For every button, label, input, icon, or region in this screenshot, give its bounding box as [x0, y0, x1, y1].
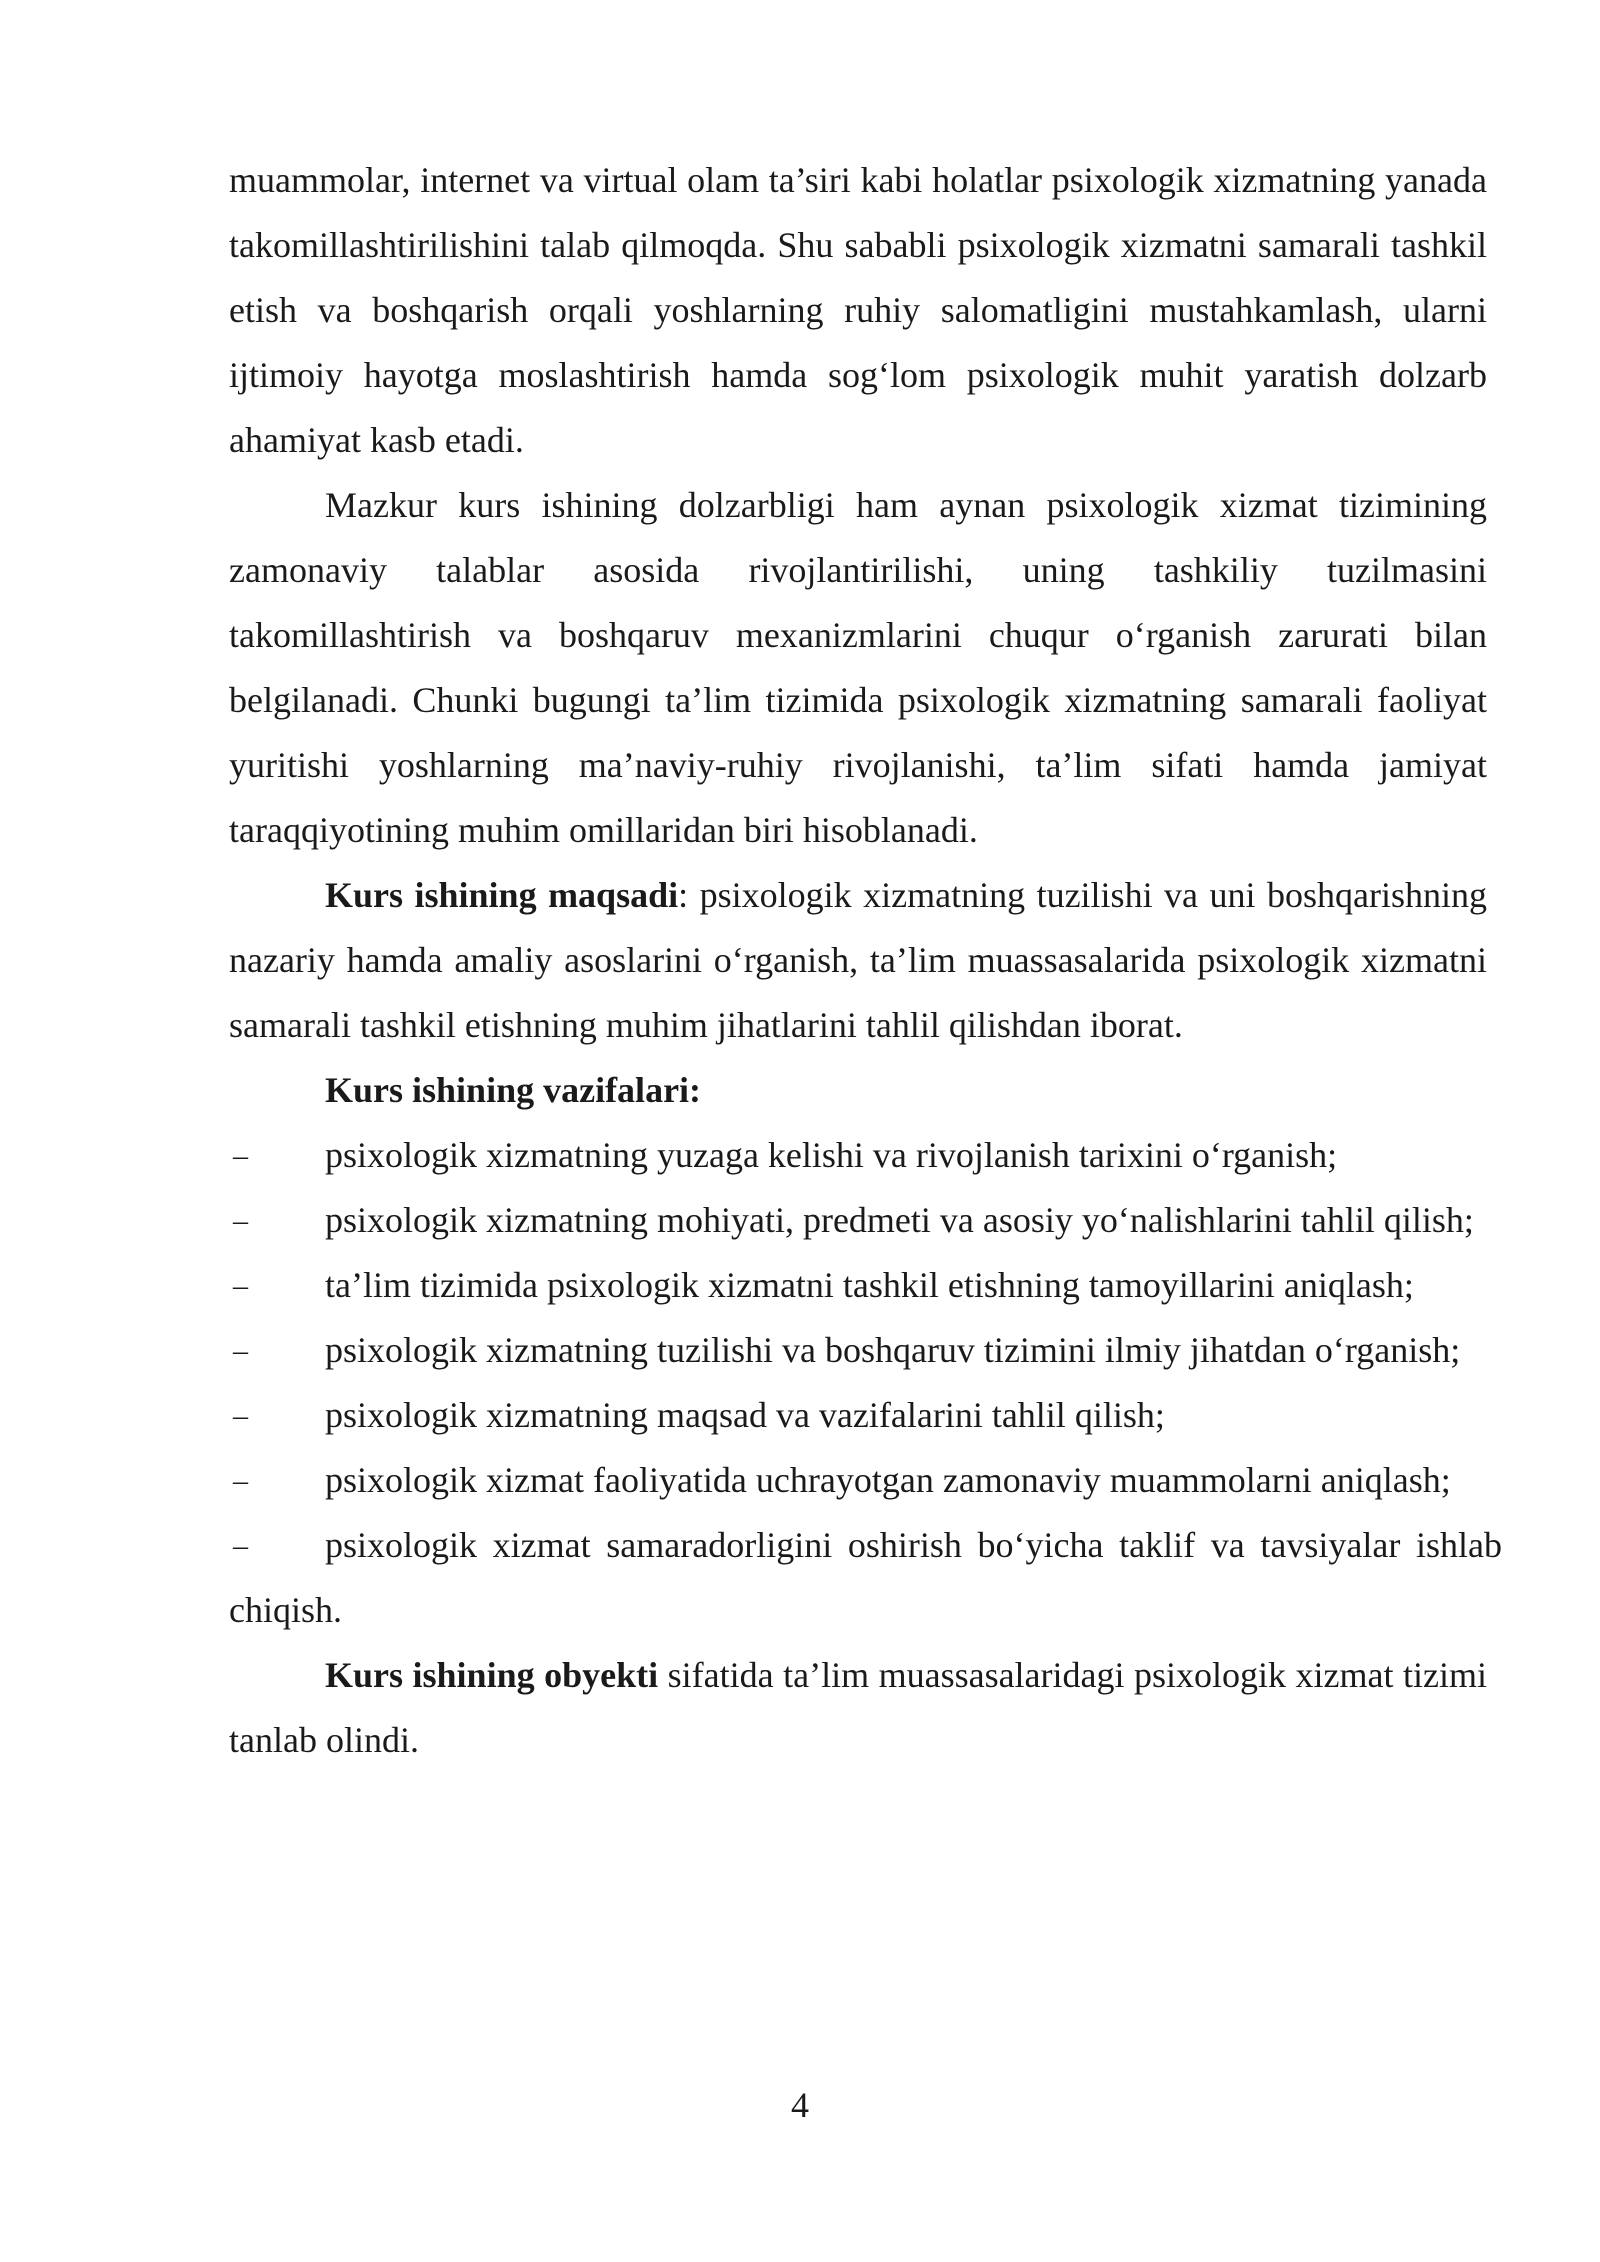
task-text: psixologik xizmatning mohiyati, predmeti va asosiy yo‘nalishlarini tahlil qilish; — [325, 1200, 1474, 1240]
goal-label: Kurs ishining maqsadi — [325, 875, 679, 915]
paragraph-relevance: Mazkur kurs ishining dolzarbligi ham aynan psixologik xizmat tizimining zamonaviy talablar asosida rivojlantirilishi, uning tashkiliy tuzilmasini takomillashtirish va boshqaruv mexanizmlarini chuqur o‘rganish zarurati bilan belgilanadi. Chunki bugungi ta’lim tizimida psixologik xizmatning samarali faoliyat yuritishi yoshlarning ma’naviy-ruhiy rivojlanishi, ta’lim sifati hamda jamiyat taraqqiyotining muhim omillaridan biri hisoblanadi. — [229, 485, 1487, 850]
task-text: psixologik xizmatning yuzaga kelishi va rivojlanish tarixini o‘rganish; — [325, 1135, 1338, 1175]
paragraph-object — [229, 1643, 1487, 1773]
dash-bullet-icon: – — [233, 1204, 248, 1237]
body-text — [229, 148, 1502, 1773]
dash-bullet-icon: – — [233, 1334, 248, 1367]
dash-bullet-icon: – — [233, 1464, 248, 1497]
dash-bullet-icon: – — [233, 1529, 248, 1562]
list-item — [229, 1383, 1487, 1448]
list-item — [229, 1123, 1487, 1188]
page-number: 4 — [791, 2085, 809, 2125]
tasks-list — [229, 1123, 1502, 1643]
list-item — [229, 1513, 1502, 1643]
tasks-heading: Kurs ishining vazifalari: — [325, 1070, 702, 1110]
task-text: psixologik xizmatning tuzilishi va boshqaruv tizimini ilmiy jihatdan o‘rganish; — [325, 1330, 1461, 1370]
task-text: psixologik xizmatning maqsad va vazifalarini tahlil qilish; — [325, 1395, 1165, 1435]
paragraph-intro-continuation: muammolar, internet va virtual olam ta’siri kabi holatlar psixologik xizmatning yanada takomillashtirilishini talab qilmoqda. Shu sababli psixologik xizmatni samarali tashkil etish va boshqarish orqali yoshlarning ruhiy salomatligini mustahkamlash, ularni ijtimoiy hayotga moslashtirish hamda sog‘lom psixologik muhit yaratish dolzarb ahamiyat kasb etadi. — [229, 160, 1487, 460]
list-item — [229, 1318, 1487, 1383]
goal-text: : psixologik xizmatning tuzilishi va uni boshqarishning nazariy hamda amaliy asoslarini o‘rganish, ta’lim muassasalarida psixologik xizmatni samarali tashkil etishning muhim jihatlarini tahlil qilishdan iborat. — [229, 875, 1488, 1045]
dash-bullet-icon: – — [233, 1269, 248, 1302]
list-item — [229, 1188, 1487, 1253]
task-text: ta’lim tizimida psixologik xizmatni tashkil etishning tamoyillarini aniqlash; — [325, 1265, 1414, 1305]
task-text: psixologik xizmat samaradorligini oshirish bo‘yicha taklif va tavsiyalar ishlab chiqish. — [229, 1525, 1502, 1630]
object-text: sifatida ta’lim muassasalaridagi psixologik xizmat tizimi tanlab olindi. — [229, 1655, 1487, 1760]
object-label: Kurs ishining obyekti — [325, 1655, 659, 1695]
dash-bullet-icon: – — [233, 1399, 248, 1432]
dash-bullet-icon: – — [233, 1139, 248, 1172]
paragraph-goal — [229, 863, 1487, 1058]
list-item — [229, 1448, 1487, 1513]
list-item — [229, 1253, 1487, 1318]
task-text: psixologik xizmat faoliyatida uchrayotgan zamonaviy muammolarni aniqlash; — [325, 1460, 1451, 1500]
